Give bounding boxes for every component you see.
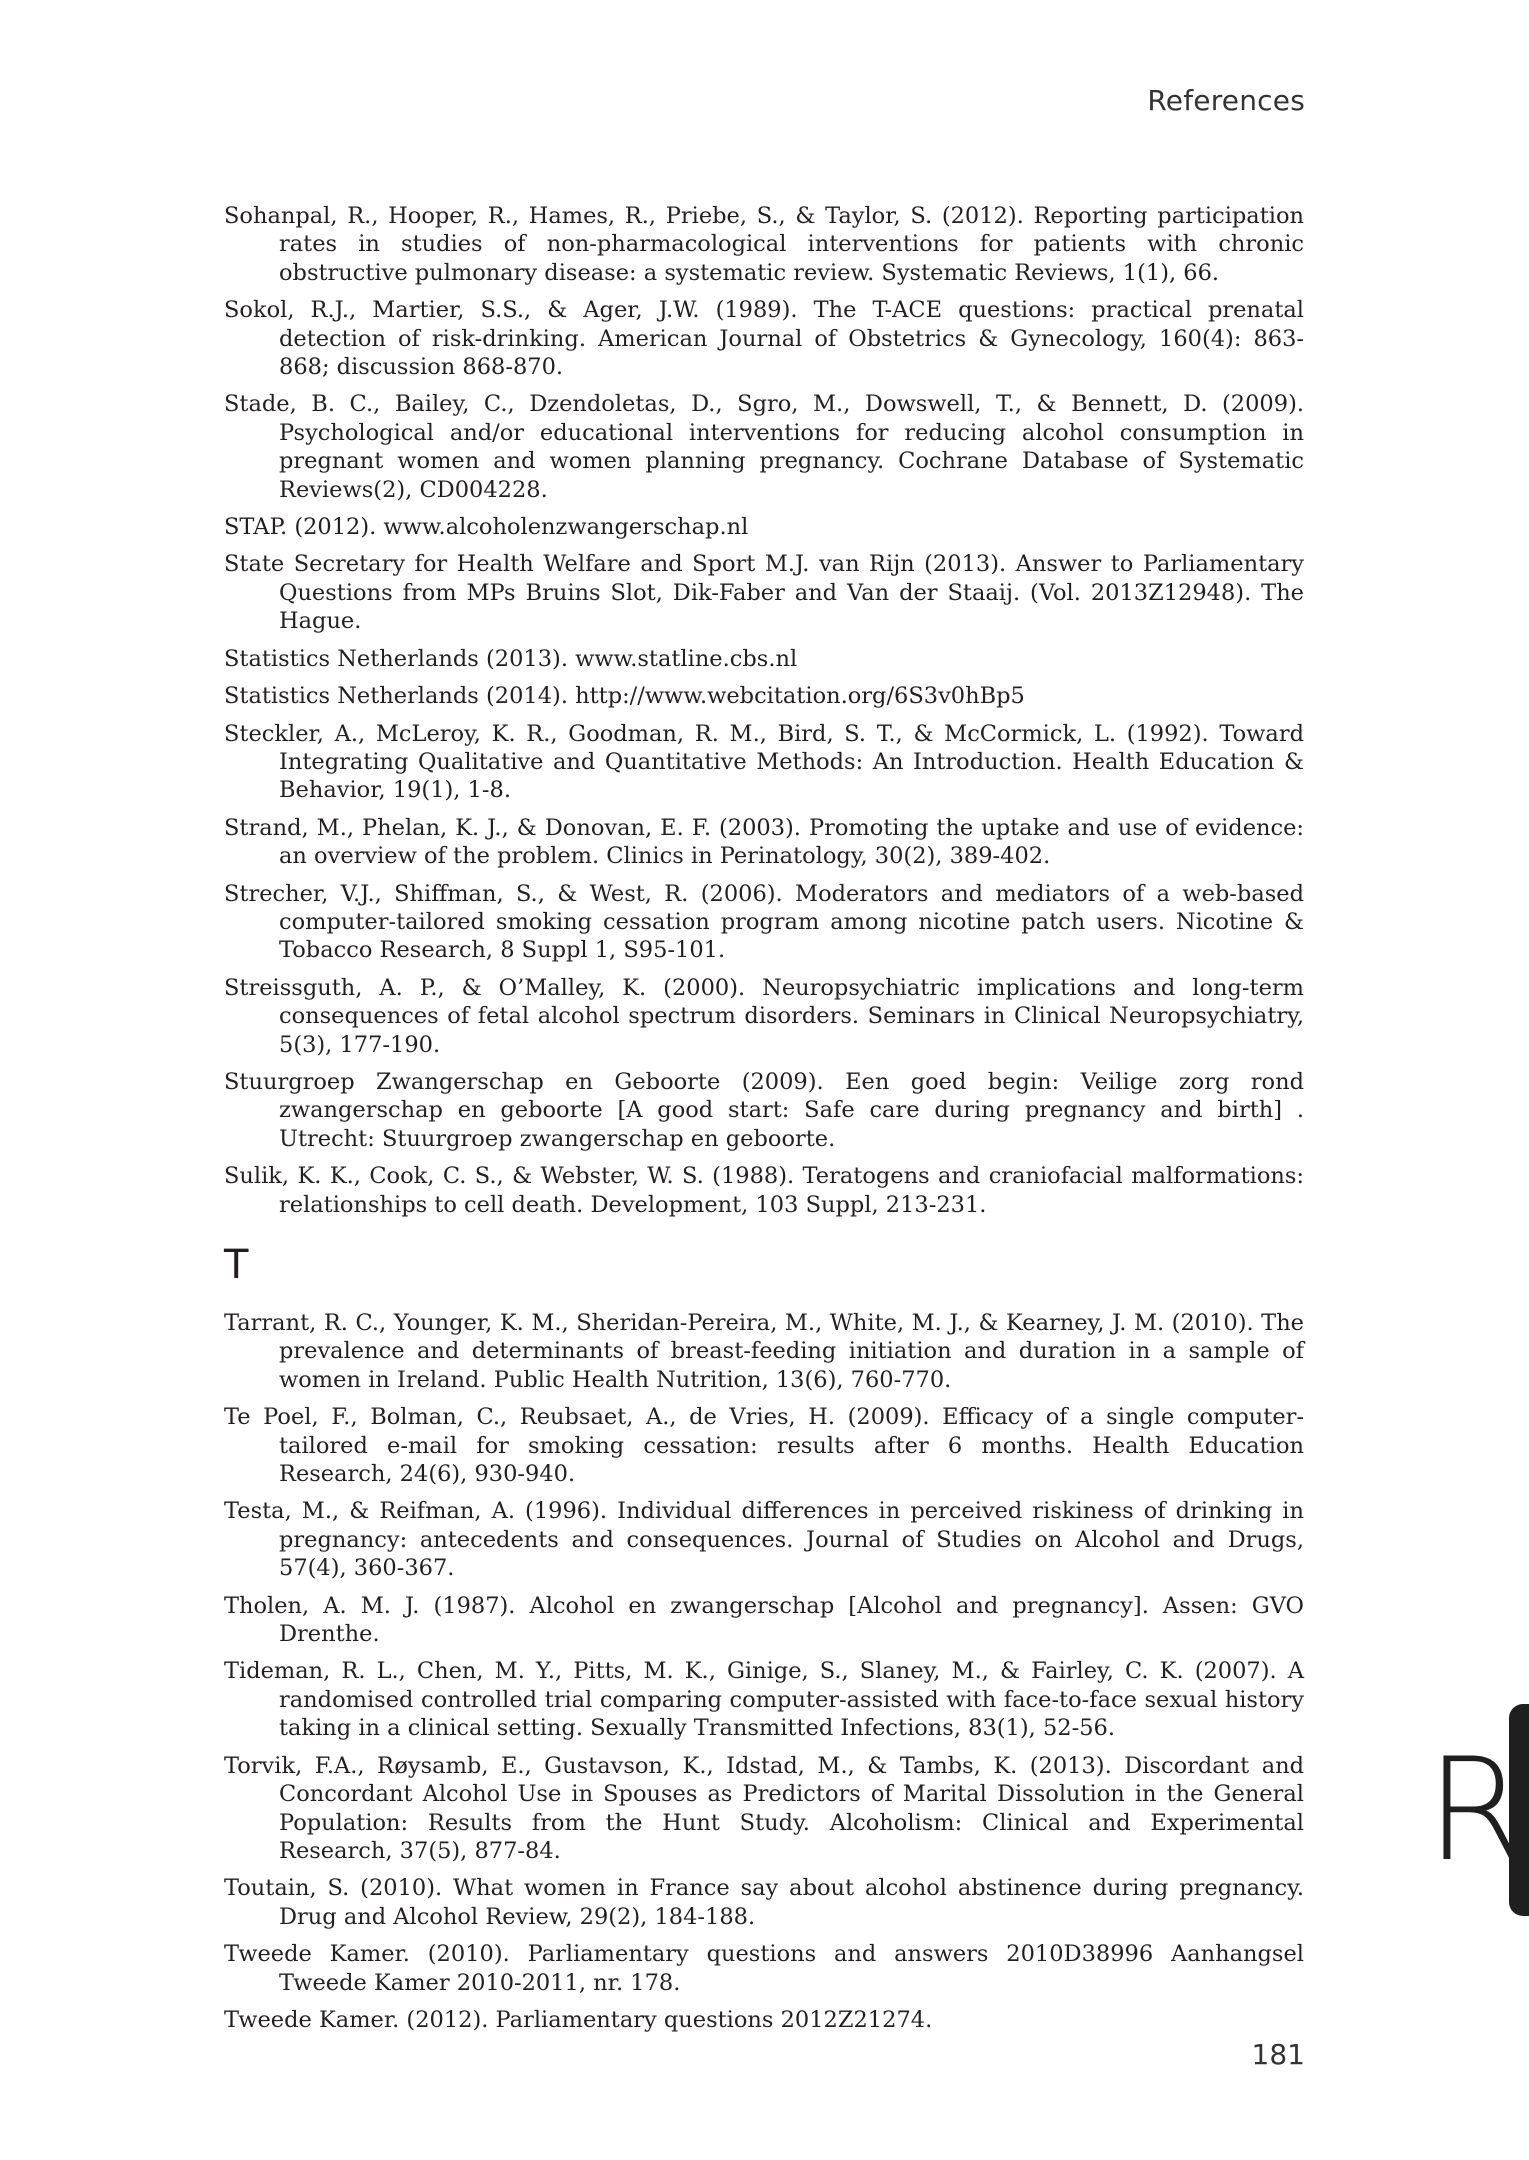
reference-list [224, 202, 1304, 2043]
reference-entry: Tweede Kamer. (2012). Parliamentary questions 2012Z21274. [224, 2006, 933, 2033]
reference-entry: Strecher, V.J., Shiffman, S., & West, R. (2006). Moderators and mediators of a web-based computer-tailored smoking cessation program among nicotine patch users. Nicotine & Tobacco Research, 8 Suppl 1, S95-101. [224, 880, 1304, 964]
reference-entry: Statistics Netherlands (2013). www.statline.cbs.nl [224, 645, 798, 672]
reference-entry: Stuurgroep Zwangerschap en Geboorte (2009). Een goed begin: Veilige zorg rond zwangerschap en geboorte [A good start: Safe care during pregnancy and birth] . Utrecht: Stuurgroep zwangerschap en geboorte. [224, 1068, 1304, 1152]
reference-entry: Strand, M., Phelan, K. J., & Donovan, E. F. (2003). Promoting the uptake and use of evidence: an overview of the problem. Clinics in Perinatology, 30(2), 389-402. [224, 814, 1304, 870]
reference-entry: Stade, B. C., Bailey, C., Dzendoletas, D., Sgro, M., Dowswell, T., & Bennett, D. (2009). Psychological and/or educational interventions for reducing alcohol consumption in pregnant women and women planning pregnancy. Cochrane Database of Systematic Reviews(2), CD004228. [224, 391, 1304, 503]
reference-entry: Sohanpal, R., Hooper, R., Hames, R., Priebe, S., & Taylor, S. (2012). Reporting participation rates in studies of non-pharmacological interventions for patients with chronic obstructive pulmonary disease: a systematic review. Systematic Reviews, 1(1), 66. [224, 203, 1304, 286]
reference-entry: Torvik, F.A., Røysamb, E., Gustavson, K., Idstad, M., & Tambs, K. (2013). Discordant and Concordant Alcohol Use in Spouses as Predictors of Marital Dissolution in the General Population: Results from the Hunt Study. Alcoholism: Clinical and Experimental Research, 37(5), 877-84. [224, 1752, 1304, 1864]
reference-entry: Sokol, R.J., Martier, S.S., & Ager, J.W. (1989). The T-ACE questions: practical prenatal detection of risk-drinking. American Journal of Obstetrics & Gynecology, 160(4): 863-868; discussion 868-870. [224, 297, 1304, 381]
reference-entry: Te Poel, F., Bolman, C., Reubsaet, A., de Vries, H. (2009). Efficacy of a single computer-tailored e-mail for smoking cessation: results after 6 months. Health Education Research, 24(6), 930-940. [224, 1404, 1304, 1488]
reference-entry: Sulik, K. K., Cook, C. S., & Webster, W. S. (1988). Teratogens and craniofacial malformations: relationships to cell death. Development, 103 Suppl, 213-231. [224, 1163, 1304, 1218]
reference-entry: Streissguth, A. P., & O’Malley, K. (2000). Neuropsychiatric implications and long-term consequences of fetal alcohol spectrum disorders. Seminars in Clinical Neuropsychiatry, 5(3), 177-190. [224, 974, 1304, 1058]
reference-entry: Tideman, R. L., Chen, M. Y., Pitts, M. K., Ginige, S., Slaney, M., & Fairley, C. K. (2007). A randomised controlled trial comparing computer-assisted with face-to-face sexual history taking in a clinical setting. Sexually Transmitted Infections, 83(1), 52-56. [224, 1658, 1304, 1742]
reference-entry: Statistics Netherlands (2014). http://www.webcitation.org/6S3v0hBp5 [224, 683, 1025, 710]
reference-entry: Tarrant, R. C., Younger, K. M., Sheridan-Pereira, M., White, M. J., & Kearney, J. M. (2010). The prevalence and determinants of breast-feeding initiation and duration in a sample of women in Ireland. Public Health Nutrition, 13(6), 760-770. [224, 1310, 1304, 1393]
running-header: References [1147, 84, 1305, 117]
reference-entry: STAP. (2012). www.alcoholenzwangerschap.nl [224, 514, 749, 541]
reference-entry: Toutain, S. (2010). What women in France say about alcohol abstinence during pregnancy. Drug and Alcohol Review, 29(2), 184-188. [224, 1875, 1304, 1930]
thumb-tab-letter: R [1426, 1728, 1525, 1893]
reference-entry: State Secretary for Health Welfare and Sport M.J. van Rijn (2013). Answer to Parliamentary Questions from MPs Bruins Slot, Dik-Faber and Van der Staaij. (Vol. 2013Z12948). The Hague. [224, 551, 1304, 635]
reference-entry: Tholen, A. M. J. (1987). Alcohol en zwangerschap [Alcohol and pregnancy]. Assen: GVO Drenthe. [224, 1592, 1304, 1648]
section-heading-t: T [224, 1242, 249, 1288]
reference-entry: Steckler, A., McLeroy, K. R., Goodman, R. M., Bird, S. T., & McCormick, L. (1992). Toward Integrating Qualitative and Quantitative Methods: An Introduction. Health Education & Behavior, 19(1), 1-8. [224, 720, 1304, 804]
reference-entry: Tweede Kamer. (2010). Parliamentary questions and answers 2010D38996 Aanhangsel Tweede Kamer 2010-2011, nr. 178. [224, 1941, 1304, 1996]
reference-entry: Testa, M., & Reifman, A. (1996). Individual differences in perceived riskiness of drinking in pregnancy: antecedents and consequences. Journal of Studies on Alcohol and Drugs, 57(4), 360-367. [224, 1498, 1304, 1582]
page-number: 181 [1251, 2038, 1305, 2071]
